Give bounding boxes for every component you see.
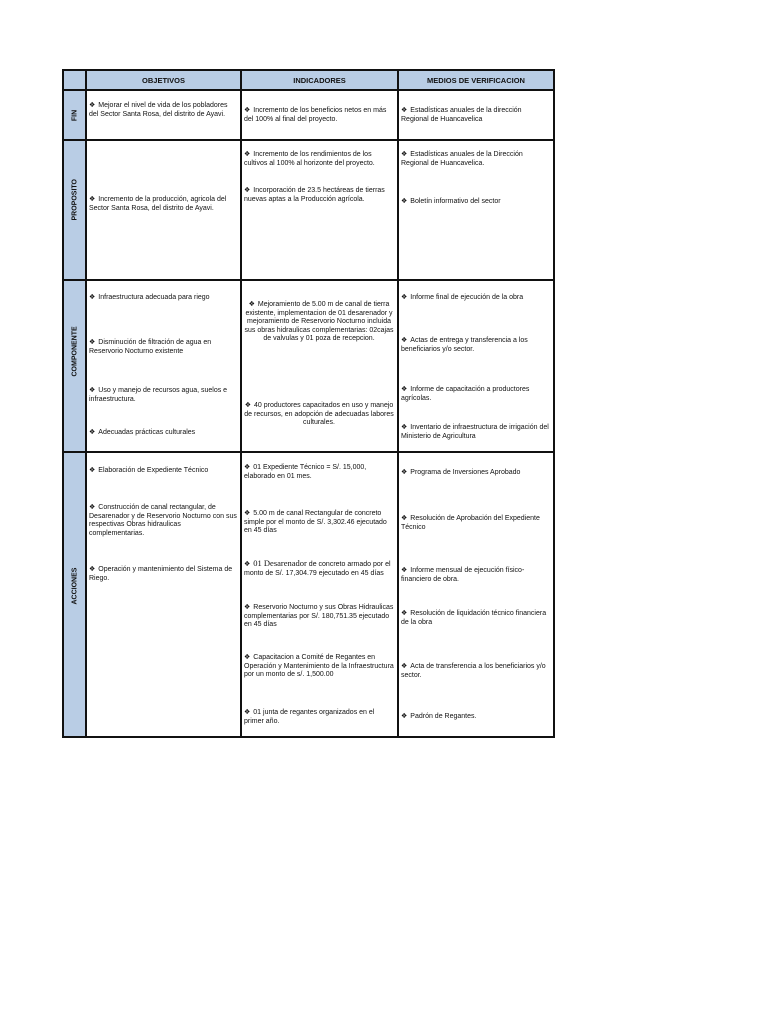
row-acciones	[63, 452, 554, 737]
diamond-bullet-icon: ❖	[401, 197, 408, 205]
acciones-objetivo-3: ❖ Operación y mantenimiento del Sistema de Riego.	[89, 565, 233, 582]
acciones-indicador-1: ❖ 01 Expediente Técnico = S/. 15,000, elaborado en 01 mes.	[244, 463, 367, 480]
acciones-indicador-3: ❖ 01 Desarenador de concreto armado por el monto de S/. 17,304.79 ejecutado en 45 días	[244, 558, 391, 577]
diamond-bullet-icon: ❖	[401, 423, 408, 431]
componente-medio-3: ❖ Informe de capacitación a productores agrícolas.	[401, 385, 530, 402]
acciones-medio-3: ❖ Informe mensual de ejecución físico-financiero de obra.	[401, 566, 525, 583]
componente-indicador-2: ❖ 40 productores capacitados en uso y manejo de recursos, en adopción de adecuadas labores culturales.	[244, 401, 394, 427]
acciones-objetivos-cell	[86, 452, 241, 737]
diamond-bullet-icon: ❖	[401, 566, 408, 574]
diamond-bullet-icon: ❖	[244, 560, 251, 568]
row-label-proposito: PROPOSITO	[63, 140, 86, 280]
proposito-medio-1: ❖ Estadísticas anuales de la Dirección Regional de Huancavelica.	[401, 150, 523, 167]
diamond-bullet-icon: ❖	[89, 338, 96, 346]
acciones-medios-cell	[398, 452, 554, 737]
diamond-bullet-icon: ❖	[401, 385, 408, 393]
acciones-objetivo-1: ❖ Elaboración de Expediente Técnico	[89, 466, 209, 474]
proposito-indicadores-cell	[241, 140, 398, 280]
componente-objetivo-2: ❖ Disminución de filtración de agua en Reservorio Nocturno existente	[89, 338, 212, 355]
row-componente	[63, 280, 554, 452]
diamond-bullet-icon: ❖	[244, 401, 251, 409]
componente-medio-4: ❖ Inventario de infraestructura de irrigación del Ministerio de Agricultura	[401, 423, 549, 440]
acciones-indicadores-cell	[241, 452, 398, 737]
diamond-bullet-icon: ❖	[248, 300, 255, 308]
diamond-bullet-icon: ❖	[401, 662, 408, 670]
row-label-componente: COMPONENTE	[63, 280, 86, 452]
diamond-bullet-icon: ❖	[401, 106, 408, 114]
componente-medios-cell	[398, 280, 554, 452]
acciones-medio-6: ❖ Padrón de Regantes.	[401, 712, 477, 720]
acciones-indicador-6: ❖ 01 junta de regantes organizados en el primer año.	[244, 708, 375, 725]
acciones-indicador-4: ❖ Reservorio Nocturno y sus Obras Hidraulicas complementarias por S/. 180,751.35 ejecutado en 45 días	[244, 603, 394, 629]
diamond-bullet-icon: ❖	[89, 195, 96, 203]
logical-framework-matrix	[62, 69, 555, 738]
diamond-bullet-icon: ❖	[244, 708, 251, 716]
componente-objetivo-4: ❖ Adecuadas prácticas culturales	[89, 428, 196, 436]
acciones-medio-2: ❖ Resolución de Aprobación del Expediente Técnico	[401, 514, 540, 531]
acciones-indicador-2: ❖ 5.00 m de canal Rectangular de concreto simple por el monto de S/. 3,302.46 ejecutado en 45 días	[244, 509, 387, 535]
header-objetivos: OBJETIVOS	[86, 70, 241, 90]
diamond-bullet-icon: ❖	[89, 428, 96, 436]
diamond-bullet-icon: ❖	[244, 463, 251, 471]
fin-medio-1: ❖ Estadísticas anuales de la dirección Regional de Huancavelica	[401, 106, 522, 123]
acciones-medio-1: ❖ Programa de Inversiones Aprobado	[401, 468, 521, 476]
diamond-bullet-icon: ❖	[89, 503, 96, 511]
diamond-bullet-icon: ❖	[244, 150, 251, 158]
diamond-bullet-icon: ❖	[401, 712, 408, 720]
diamond-bullet-icon: ❖	[89, 101, 96, 109]
diamond-bullet-icon: ❖	[89, 565, 96, 573]
diamond-bullet-icon: ❖	[244, 186, 251, 194]
diamond-bullet-icon: ❖	[244, 603, 251, 611]
proposito-indicador-1: ❖ Incremento de los rendimientos de los cultivos al 100% al horizonte del proyecto.	[244, 150, 375, 167]
header-row	[63, 70, 554, 90]
row-proposito	[63, 140, 554, 280]
diamond-bullet-icon: ❖	[401, 514, 408, 522]
componente-medio-2: ❖ Actas de entrega y transferencia a los beneficiarios y/o sector.	[401, 336, 528, 353]
diamond-bullet-icon: ❖	[401, 293, 408, 301]
diamond-bullet-icon: ❖	[401, 150, 408, 158]
acciones-medio-4: ❖ Resolución de liquidación técnico financiera de la obra	[401, 609, 547, 626]
diamond-bullet-icon: ❖	[244, 509, 251, 517]
componente-objetivos-cell	[86, 280, 241, 452]
fin-indicador-1: ❖ Incremento de los beneficios netos en más del 100% al final del proyecto.	[244, 106, 387, 123]
diamond-bullet-icon: ❖	[244, 106, 251, 114]
proposito-objetivo-1: ❖ Incremento de la producción, agricola del Sector Santa Rosa, del distrito de Ayavi.	[89, 195, 227, 212]
componente-indicadores-cell	[241, 280, 398, 452]
row-fin	[63, 90, 554, 140]
proposito-indicador-2: ❖ Incorporación de 23.5 hectáreas de tierras nuevas aptas a la Producción agrícola.	[244, 186, 385, 203]
corner-cell	[63, 70, 86, 90]
fin-medios-cell	[398, 90, 554, 140]
proposito-medio-2: ❖ Boletín informativo del sector	[401, 197, 501, 205]
componente-objetivo-1: ❖ Infraestructura adecuada para riego	[89, 293, 210, 301]
acciones-objetivo-2: ❖ Construcción de canal rectangular, de Desarenador y de Reservorio Nocturno con sus respectivas Obras hidraulicas complementarias.	[89, 503, 237, 537]
diamond-bullet-icon: ❖	[401, 336, 408, 344]
header-medios: MEDIOS DE VERIFICACION	[398, 70, 554, 90]
acciones-medio-5: ❖ Acta de transferencia a los beneficiarios y/o sector.	[401, 662, 546, 679]
componente-medio-1: ❖ Informe final de ejecución de la obra	[401, 293, 524, 301]
componente-objetivo-3: ❖ Uso y manejo de recursos agua, suelos e infraestructura.	[89, 386, 228, 403]
diamond-bullet-icon: ❖	[89, 293, 96, 301]
proposito-medios-cell	[398, 140, 554, 280]
row-label-fin: FIN	[63, 90, 86, 140]
diamond-bullet-icon: ❖	[401, 609, 408, 617]
fin-indicadores-cell	[241, 90, 398, 140]
fin-objetivos-cell	[86, 90, 241, 140]
fin-objetivo-1: ❖ Mejorar el nivel de vida de los pobladores del Sector Santa Rosa, del distrito de Ayavi.	[89, 101, 228, 118]
diamond-bullet-icon: ❖	[244, 653, 251, 661]
header-indicadores: INDICADORES	[241, 70, 398, 90]
diamond-bullet-icon: ❖	[89, 386, 96, 394]
diamond-bullet-icon: ❖	[401, 468, 408, 476]
diamond-bullet-icon: ❖	[89, 466, 96, 474]
componente-indicador-1: ❖ Mejoramiento de 5.00 m de canal de tierra existente, implementacion de 01 desarenador y mejoramiento de Reservorio Nocturno incluida sus obras hidraulicas complementarias: 02cajas de valvulas y 01 poza de recepcion.	[244, 300, 394, 343]
proposito-objetivos-cell	[86, 140, 241, 280]
acciones-indicador-5: ❖ Capacitacion a Comité de Regantes en Operación y Mantenimiento de la Infraestructura por un monto de s/. 1,500.00	[244, 653, 394, 679]
row-label-acciones: ACCIONES	[63, 452, 86, 737]
